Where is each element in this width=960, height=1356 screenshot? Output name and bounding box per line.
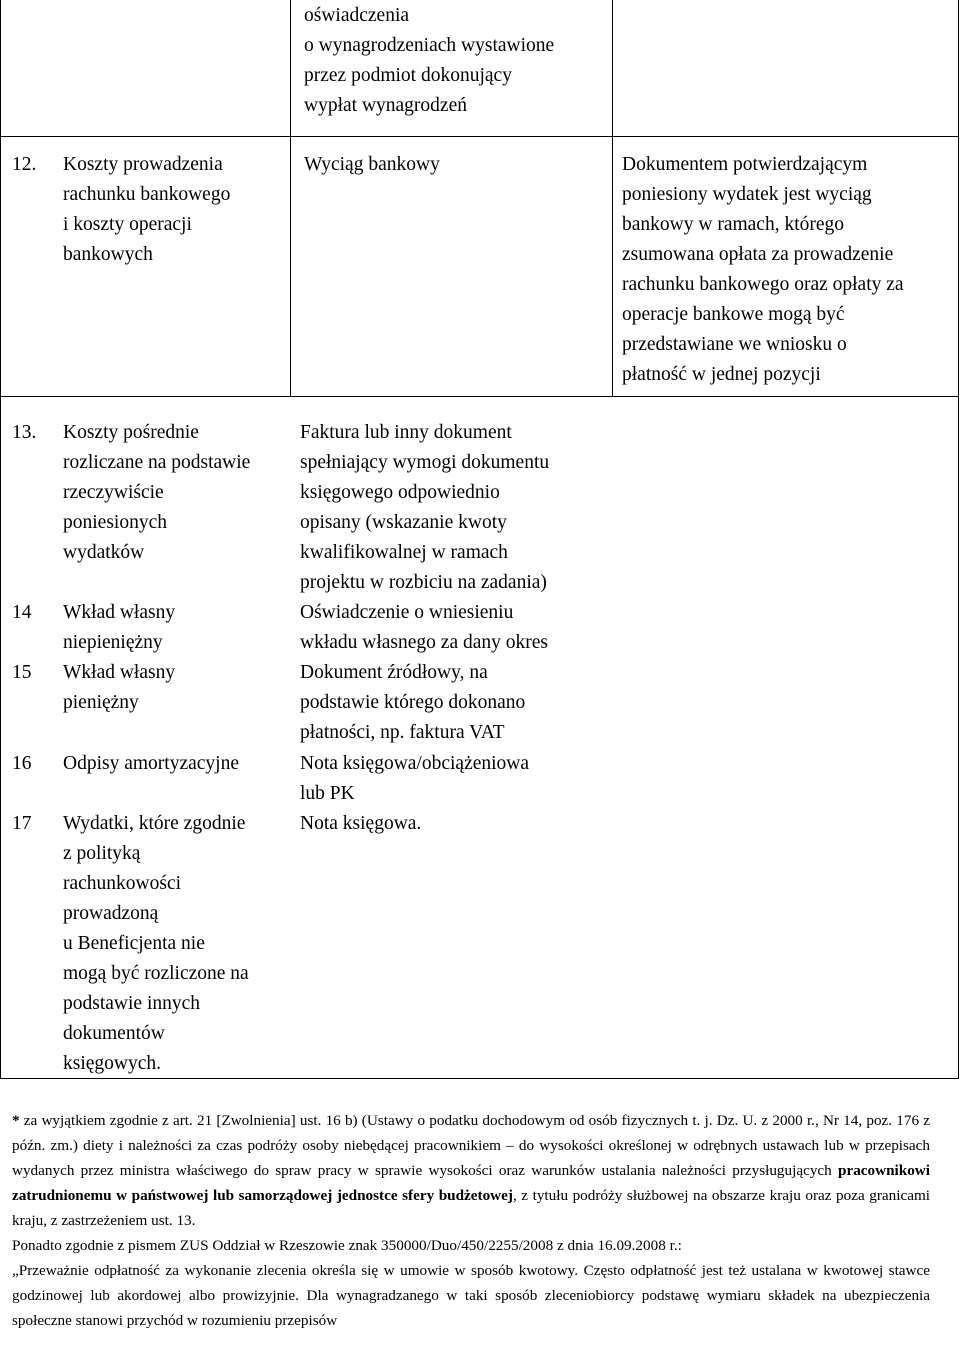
- footnote-bold-text: pracownikowi zatrudnionemu w państwowej lub samorządowej jednostce sfery budżetowej: [12, 1162, 930, 1204]
- footnote-text: , z tytułu podróży służbowej na obszarze kraju oraz poza granicami kraju, z zastrzeżeniem ust. 13.: [12, 1187, 930, 1229]
- row-13-document: Faktura lub inny dokument spełniający wymogi dokumentu księgowego odpowiednio opisany (wskazanie kwoty kwalifikowalnej w ramach projektu w rozbiciu na zadania): [300, 422, 550, 593]
- row-16-number: 16: [12, 753, 32, 774]
- row-12-number: 12.: [12, 154, 37, 175]
- table-border-right: [958, 0, 959, 1079]
- row-14-cost-name: Wkład własny niepieniężny: [63, 602, 176, 653]
- row-15-number: 15: [12, 662, 32, 683]
- row-15-cost-name: Wkład własny pieniężny: [63, 662, 176, 713]
- row-13-number: 13.: [12, 422, 37, 443]
- table-border-left: [0, 0, 1, 1079]
- footnote-star: *: [12, 1112, 20, 1129]
- partial-row-document-cell: oświadczenia o wynagrodzeniach wystawione przez podmiot dokonujący wypłat wynagrodzeń: [304, 5, 555, 116]
- row-14-document: Oświadczenie o wniesieniu wkładu własnego za dany okres: [300, 602, 549, 653]
- row-17-cost-name: Wydatki, które zgodnie z polityką rachunkowości prowadzoną u Beneficjenta nie mogą być rozliczone na podstawie innych dokumentów księgowych.: [63, 813, 249, 1074]
- row-13-cost-name: Koszty pośrednie rozliczane na podstawie rzeczywiście poniesionych wydatków: [63, 422, 251, 563]
- row-15-document: Dokument źródłowy, na podstawie którego dokonano płatności, np. faktura VAT: [300, 662, 526, 743]
- footnote-paragraph-3: „Przeważnie odpłatność za wykonanie zlecenia określa się w umowie w sposób kwotowy. Często odpłatność jest też ustalana w kwotowej stawce godzinowej lub akordowej albo prowizyjnie. Dla wynagradzanego w taki sposób zleceniobiorcy podstawę wymiaru składek na ubezpieczenia społeczne stanowi przychód w rozumieniu przepisów: [12, 1262, 930, 1329]
- row-17-number: 17: [12, 813, 32, 834]
- row-12-notes: Dokumentem potwierdzającym poniesiony wydatek jest wyciąg bankowy w ramach, którego zsumowana opłata za prowadzenie rachunku bankowego oraz opłaty za operacje bankowe mogą być przedstawiane we wniosku o płatność w jednej pozycji: [622, 154, 904, 385]
- column-divider-2: [612, 0, 613, 397]
- row-16-document: Nota księgowa/obciążeniowa lub PK: [300, 753, 530, 804]
- row-divider: [0, 396, 959, 397]
- row-16-cost-name: Odpisy amortyzacyjne: [63, 753, 239, 774]
- row-17-document: Nota księgowa.: [300, 813, 422, 834]
- footnote-text: za wyjątkiem zgodnie z art. 21 [Zwolnienia] ust. 16 b) (Ustawy o podatku dochodowym od osób fizycznych t. j. Dz. U. z 2000 r., Nr 14, poz. 176 z późn. zm.) diety i należności za czas podróży osoby niebędącej pracownikiem – do wysokości określonej w odrębnych ustawach lub w przepisach wydanych przez ministra właściwego do spraw pracy w sprawie wysokości oraz warunków ustalania należności przysługujących: [12, 1112, 930, 1179]
- row-12-document: Wyciąg bankowy: [304, 154, 440, 175]
- footnote-paragraph-2: Ponadto zgodnie z pismem ZUS Oddział w Rzeszowie znak 350000/Duo/450/2255/2008 z dnia 16.09.2008 r.:: [12, 1237, 682, 1254]
- row-12-cost-name: Koszty prowadzenia rachunku bankowego i koszty operacji bankowych: [63, 154, 231, 265]
- row-divider: [0, 136, 959, 137]
- row-14-number: 14: [12, 602, 32, 623]
- footnote-paragraph-1: [12, 1108, 930, 1233]
- column-divider-1: [290, 0, 291, 397]
- footnotes: [12, 1108, 930, 1333]
